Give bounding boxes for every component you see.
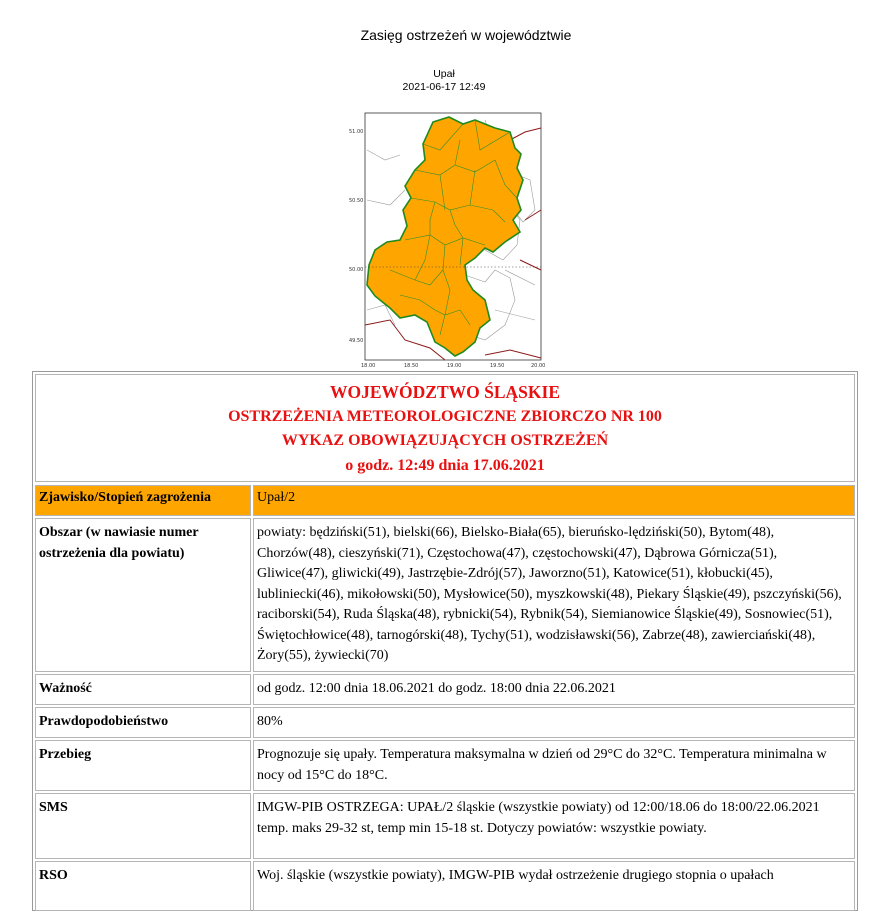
table-row-hazard	[35, 485, 855, 516]
lon-label: 19.00	[447, 363, 462, 369]
rso-label: RSO	[35, 861, 251, 911]
probability-label: Prawdopodobieństwo	[35, 707, 251, 738]
warning-map	[345, 110, 545, 372]
hazard-label: Zjawisko/Stopień zagrożenia	[35, 485, 251, 516]
lon-label: 19.50	[490, 363, 505, 369]
report-title-summary: OSTRZEŻENIA METEOROLOGICZNE ZBIORCZO NR 100	[228, 407, 662, 425]
lon-label: 20.00	[531, 363, 545, 369]
lat-label: 51.00	[349, 129, 364, 135]
course-label: Przebieg	[35, 740, 251, 791]
sms-value: IMGW-PIB OSTRZEGA: UPAŁ/2 śląskie (wszystkie powiaty) od 12:00/18.06 do 18:00/22.06.2021 temp. maks 29-32 st, temp min 15-18 st. Dotyczy powiatów: wszystkie powiaty.	[253, 793, 855, 859]
validity-value: od godz. 12:00 dnia 18.06.2021 do godz. 18:00 dnia 22.06.2021	[253, 674, 855, 705]
map-caption-datetime: 2021-06-17 12:49	[402, 81, 486, 93]
table-row-course	[35, 740, 855, 791]
lat-label: 50.00	[349, 267, 364, 273]
validity-label: Ważność	[35, 674, 251, 705]
probability-value: 80%	[253, 707, 855, 738]
warning-map-svg	[345, 110, 545, 372]
table-row-area	[35, 518, 855, 672]
warnings-table	[32, 371, 858, 911]
table-row-rso	[35, 861, 855, 911]
table-row-probability	[35, 707, 855, 738]
page-title: Zasięg ostrzeżeń w województwie	[360, 27, 572, 43]
lat-label: 50.50	[349, 198, 364, 204]
rso-value: Woj. śląskie (wszystkie powiaty), IMGW-PIB wydał ostrzeżenie drugiego stopnia o upałach	[253, 861, 855, 911]
lon-label: 18.00	[361, 363, 376, 369]
area-label: Obszar (w nawiasie numer ostrzeżenia dla powiatu)	[35, 518, 251, 672]
map-caption-phenomenon: Upał	[433, 68, 455, 80]
report-title-region: WOJEWÓDZTWO ŚLĄSKIE	[330, 382, 560, 402]
report-title-list: WYKAZ OBOWIĄZUJĄCYCH OSTRZEŻEŃ	[281, 432, 609, 449]
lat-label: 49.50	[349, 338, 364, 344]
lon-label: 18.50	[404, 363, 419, 369]
sms-label: SMS	[35, 793, 251, 859]
report-header	[35, 374, 855, 482]
area-value: powiaty: będziński(51), bielski(66), Bielsko-Biała(65), bieruńsko-lędziński(50), Bytom(48), Chorzów(48), cieszyński(71), Częstochowa(47), częstochowski(47), Dąbrowa Górnicza(51), Gliwice(47), gliwicki(49), Jastrzębie-Zdrój(57), Jaworzno(51), Katowice(51), kłobucki(45), lubliniecki(46), mikołowski(50), Mysłowice(50), myszkowski(48), Piekary Śląskie(49), pszczyński(56), raciborski(54), Ruda Śląska(48), rybnicki(54), Rybnik(54), Siemianowice Śląskie(49), Sosnowiec(51), Świętochłowice(48), tarnogórski(48), Tychy(51), wodzisławski(56), Zabrze(48), zawierciański(48), Żory(55), żywiecki(70)	[253, 518, 855, 672]
map-caption	[340, 68, 548, 94]
course-value: Prognozuje się upały. Temperatura maksymalna w dzień od 29°C do 32°C. Temperatura minimalna w nocy od 15°C do 18°C.	[253, 740, 855, 791]
report-title-time: o godz. 12:49 dnia 17.06.2021	[345, 456, 545, 474]
table-row-sms	[35, 793, 855, 859]
table-row-validity	[35, 674, 855, 705]
hazard-value: Upał/2	[253, 485, 855, 516]
